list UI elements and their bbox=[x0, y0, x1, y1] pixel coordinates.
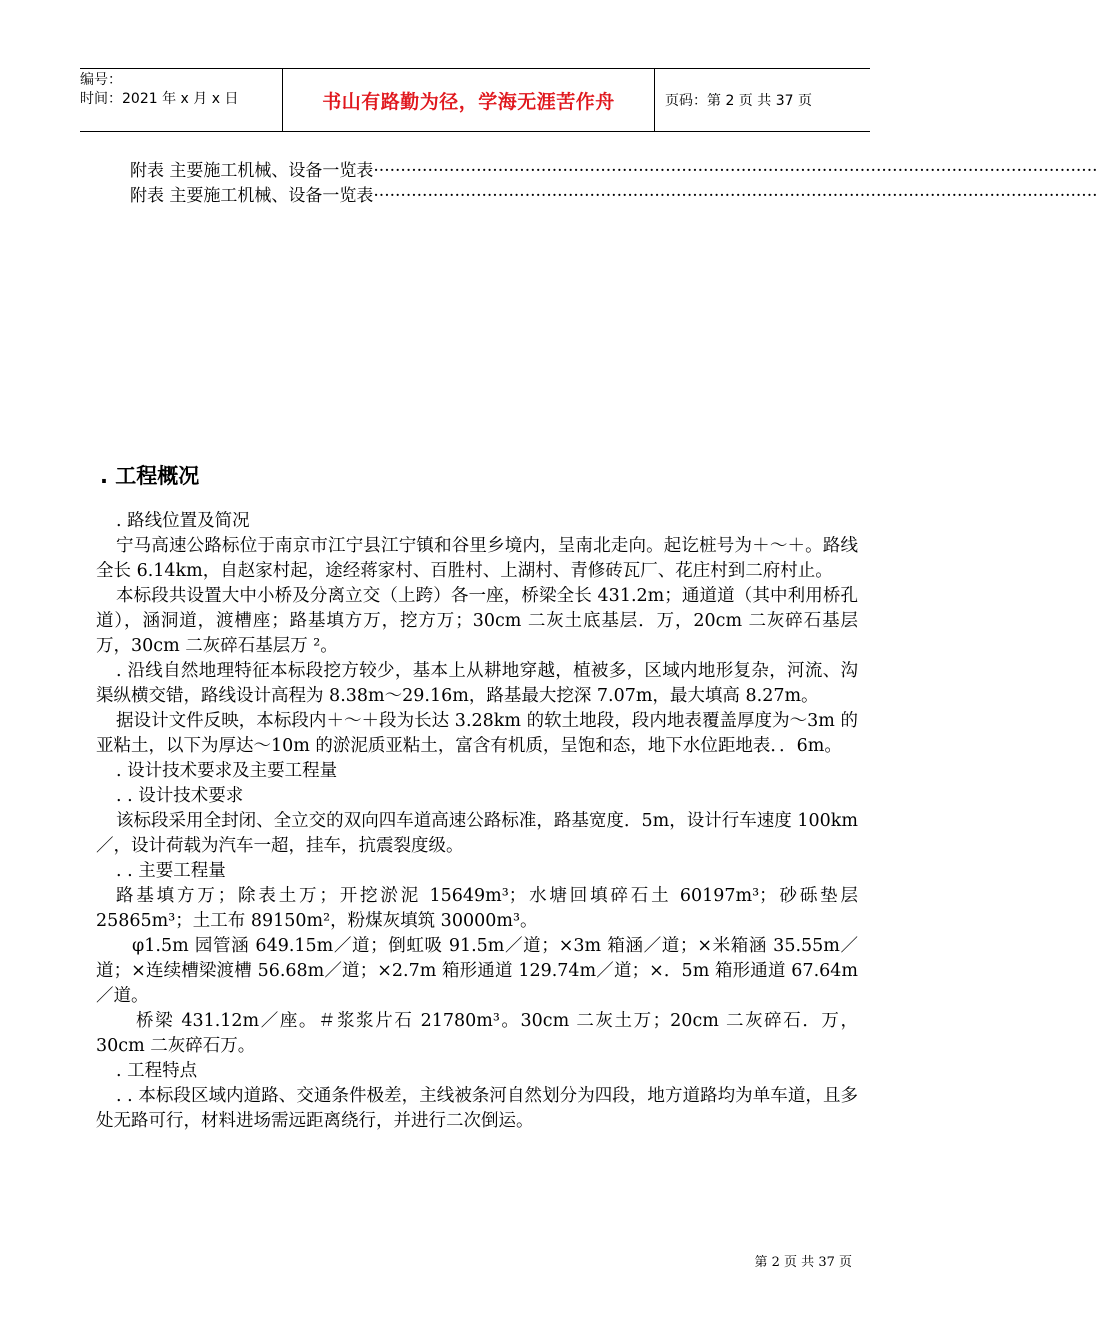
time-label: 时间：2021 年 x 月 x 日 bbox=[80, 91, 239, 107]
paragraph: 该标段采用全封闭、全立交的双向四车道高速公路标准，路基宽度．5m，设计行车速度 100km／，设计荷载为汽车一超，挂车，抗震裂度级。 bbox=[96, 811, 858, 856]
page-footer: 第 2 页 共 37 页 bbox=[754, 1255, 852, 1270]
toc-entry bbox=[130, 181, 1098, 206]
paragraph: 宁马高速公路标位于南京市江宁县江宁镇和谷里乡境内，呈南北走向。起讫桩号为＋～＋。路线全长 6.14km，自赵家村起，途经蒋家村、百胜村、上湖村、青修砖瓦厂、花庄村到二府村止。 bbox=[96, 536, 858, 581]
subsection-heading: . 路线位置及简况 bbox=[116, 511, 250, 531]
paragraph: . 沿线自然地理特征本标段挖方较少，基本上从耕地穿越，植被多，区域内地形复杂，河流、沟渠纵横交错，路线设计高程为 8.38m～29.16m，路基最大挖深 7.07m，最大填高 8.27m。 bbox=[96, 661, 858, 706]
toc-leader-dots: ...................................................................................................................................... bbox=[373, 156, 1098, 176]
toc-entry-label: 附表 主要施工机械、设备一览表 bbox=[130, 161, 374, 181]
header-page-code: 页码：第 2 页 共 37 页 bbox=[665, 93, 812, 109]
subsection-heading: . . 主要工程量 bbox=[116, 861, 226, 881]
toc-entry bbox=[130, 156, 1098, 181]
subsection-heading: . 设计技术要求及主要工程量 bbox=[116, 761, 338, 781]
header-motto: 书山有路勤为径，学海无涯苦作舟 bbox=[282, 69, 655, 131]
number-label: 编号： bbox=[80, 72, 122, 88]
paragraph: 据设计文件反映，本标段内＋～＋段为长达 3.28km 的软土地段，段内地表覆盖厚度为～3m 的亚粘土，以下为厚达～10m 的淤泥质亚粘土，富含有机质，呈饱和态，地下水位距地表．．6m。 bbox=[96, 711, 858, 756]
paragraph: φ1.5m 园管涵 649.15m／道；倒虹吸 91.5m／道；×3m 箱涵／道；×米箱涵 35.55m／道；×连续槽梁渡槽 56.68m／道；×2.7m 箱形通道 129.74m／道；×．5m 箱形通道 67.64m／道。 bbox=[96, 936, 858, 1006]
header-left bbox=[80, 69, 282, 131]
paragraph: 桥梁 431.12m／座。＃浆浆片石 21780m³。30cm 二灰土万；20cm 二灰碎石．万，30cm 二灰碎石万。 bbox=[96, 1011, 858, 1056]
paragraph: . . 本标段区域内道路、交通条件极差，主线被条河自然划分为四段，地方道路均为单车道，且多处无路可行，材料进场需远距离绕行，并进行二次倒运。 bbox=[96, 1086, 858, 1131]
document-body bbox=[96, 509, 858, 1134]
subsection-heading: . 工程特点 bbox=[116, 1061, 198, 1081]
paragraph: 路基填方万；除表土万；开挖淤泥 15649m³；水塘回填碎石土 60197m³；砂砾垫层 25865m³；土工布 89150m²，粉煤灰填筑 30000m³。 bbox=[96, 886, 858, 931]
toc-entry-label: 附表 主要施工机械、设备一览表 bbox=[130, 186, 374, 206]
paragraph: 本标段共设置大中小桥及分离立交（上跨）各一座，桥梁全长 431.2m；通道道（其中利用桥孔道），涵洞道，渡槽座；路基填方万，挖方万；30cm 二灰土底基层．万，20cm 二灰碎石基层万，30cm 二灰碎石基层万 ²。 bbox=[96, 586, 858, 656]
section-title: . 工程概况 bbox=[100, 464, 200, 488]
page-header bbox=[80, 68, 870, 132]
subsection-heading: . . 设计技术要求 bbox=[116, 786, 244, 806]
toc-leader-dots: ...................................................................................................................................... bbox=[373, 181, 1098, 201]
